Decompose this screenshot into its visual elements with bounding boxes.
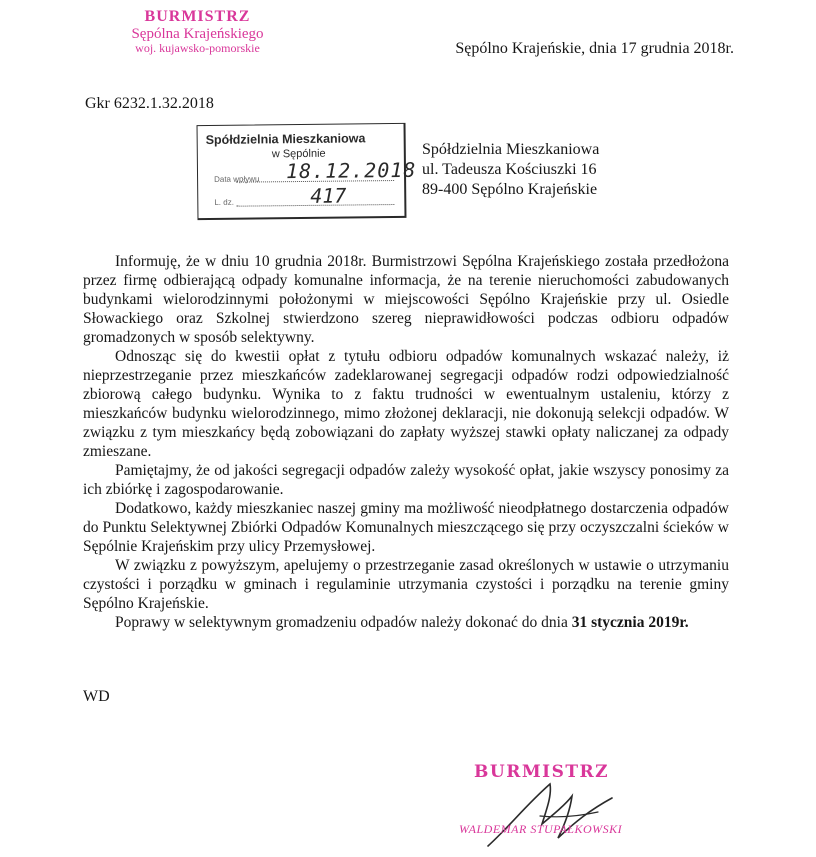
stamp-region: woj. kujawsko-pomorskie xyxy=(135,41,260,56)
paragraph: W związku z powyższym, apelujemy o przestrzeganie zasad określonych w ustawie o utrzymaniu czystości i porządku w gminach i regulaminie utrzymania czystości i porządku na terenie gminy Sępólno Krajeńskie. xyxy=(83,557,729,612)
mayor-office-stamp xyxy=(105,8,290,55)
author-initials: WD xyxy=(83,688,110,705)
received-stamp-town: w Sępólnie xyxy=(271,147,326,161)
received-stamp-cooperative: Spółdzielnia Mieszkaniowa xyxy=(205,131,366,148)
letter-body xyxy=(83,252,729,632)
received-stamp xyxy=(197,123,417,220)
received-stamp-date-label: Data wpływu xyxy=(214,174,260,184)
stamp-title: BURMISTRZ xyxy=(144,8,251,25)
paragraph: Dodatkowo, każdy mieszkaniec naszej gminy ma możliwość nieodpłatnego dostarczenia odpadów do Punktu Selektywnej Zbiórki Odpadów Komunalnych mieszczącego się przy oczyszczalni ścieków w Sępólnie Krajeńskim przy ulicy Przemysłowej. xyxy=(83,500,729,555)
paragraph: Informuję, że w dniu 10 grudnia 2018r. Burmistrzowi Sępólna Krajeńskiego została przedłożona przez firmę odbierającą odpady komunalne informacja, że na terenie nieruchomości zabudowanych budynkami wielorodzinnymi położonymi w miejscowości Sępólno Krajeńskie przy ul. Osiedle Słowackiego oraz Szkolnej stwierdzono szereg nieprawidłowości podczas odbioru odpadów gromadzonych w sposób selektywny. xyxy=(83,253,729,346)
reference-number: Gkr 6232.1.32.2018 xyxy=(85,95,214,112)
deadline: 31 stycznia 2019r. xyxy=(571,614,689,631)
recipient-street: ul. Tadeusza Kościuszki 16 xyxy=(422,161,597,178)
final-paragraph xyxy=(83,613,729,632)
received-stamp-number-label: L. dz. xyxy=(214,197,234,207)
signature-stamp-name: WALDEMAR STUPAŁKOWSKI xyxy=(459,822,623,836)
recipient-name: Spółdzielnia Mieszkaniowa xyxy=(422,141,600,158)
stamp-office: Sępólna Krajeńskiego xyxy=(131,25,264,42)
recipient-city: 89-400 Sępólno Krajeńskie xyxy=(422,181,598,198)
final-paragraph-text: Poprawy w selektywnym gromadzeniu odpadów należy dokonać do dnia xyxy=(115,614,572,631)
received-date-handwritten: 18.12.2018 xyxy=(285,157,417,184)
letter-date: Sępólno Krajeńskie, dnia 17 grudnia 2018r. xyxy=(455,40,734,57)
paragraph: Odnosząc się do kwestii opłat z tytułu odbioru odpadów komunalnych wskazać należy, iż nieprzestrzeganie przez mieszkańców zadeklarowanej segregacji odpadów rodzi odpowiedzialność zbiorową całego budynku. Wynika to z faktu trudności w ewentualnym ustaleniu, którzy z mieszkańców budynku wielorodzinnego, mimo złożonej deklaracji, nie dokonują selekcji odpadów. W związku z tym mieszkańcy będą zobowiązani do zapłaty wyższej stawki opłaty naliczanej za odpady zmieszane. xyxy=(83,348,729,460)
received-number-handwritten: 417 xyxy=(310,183,347,208)
handwritten-signature xyxy=(480,766,630,856)
recipient-address xyxy=(422,140,599,200)
paragraph: Pamiętajmy, że od jakości segregacji odpadów zależy wysokość opłat, jakie wszyscy ponosimy za ich zbiórkę i zagospodarowanie. xyxy=(83,462,729,498)
signature-stamp-title: BURMISTRZ xyxy=(474,762,610,782)
